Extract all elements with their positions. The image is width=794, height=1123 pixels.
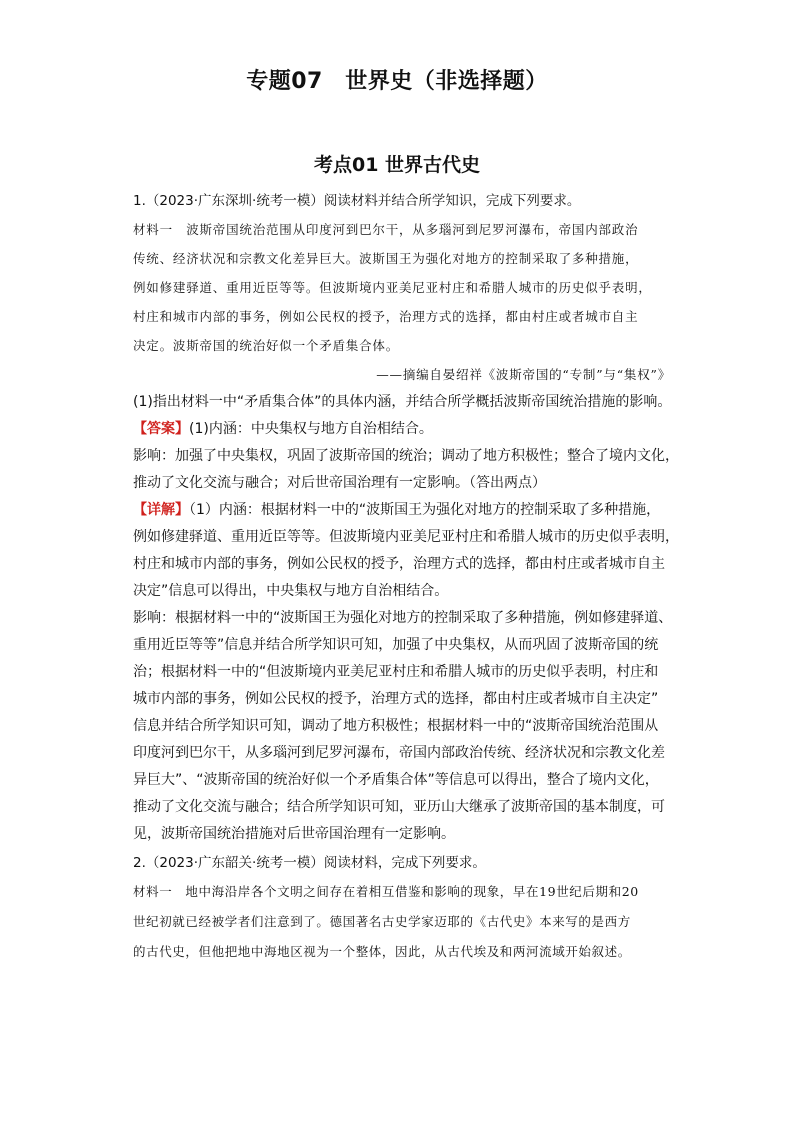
detail-line	[133, 497, 673, 524]
detail-line: 信息并结合所学知识可知，调动了地方积极性；根据材料一中的“波斯帝国统治范围从	[133, 718, 659, 734]
answer-line	[133, 416, 673, 443]
material-line: 的古代史，但他把地中海地区视为一个整体，因此，从古代埃及和两河流域开始叙述。	[133, 944, 631, 959]
page-title: 专题07 世界史（非选择题）	[246, 69, 548, 94]
detail-line: 见，波斯帝国统治措施对后世帝国治理有一定影响。	[133, 826, 455, 842]
material-citation: ——摘编自晏绍祥《波斯帝国的“专制”与“集权”》	[376, 367, 671, 382]
question-1-stem: 1.（2023·广东深圳·统考一模）阅读材料并结合所学知识，完成下列要求。	[133, 193, 581, 209]
detail-line: 推动了文化交流与融合；结合所学知识可知，亚历山大继承了波斯帝国的基本制度，可	[133, 799, 665, 815]
material-line: 材料一 波斯帝国统治范围从印度河到巴尔干，从多瑙河到尼罗河瀑布，帝国内部政治	[133, 222, 639, 237]
material-line: 例如修建驿道、重用近臣等等。但波斯境内亚美尼亚村庄和希腊人城市的历史似乎表明，	[133, 280, 652, 295]
detail-line: 印度河到巴尔干，从多瑙河到尼罗河瀑布，帝国内部政治传统、经济状况和宗教文化差	[133, 745, 665, 761]
section-subtitle: 考点01 世界古代史	[313, 154, 481, 176]
material-line: 材料一 地中海沿岸各个文明之间存在着相互借鉴和影响的现象，早在19世纪后期和20	[133, 884, 639, 899]
detail-tag: 【详解】	[133, 502, 189, 518]
detail-line: 例如修建驿道、重用近臣等等。但波斯境内亚美尼亚村庄和希腊人城市的历史似乎表明，	[133, 529, 679, 545]
answer-tag: 【答案】	[133, 421, 189, 437]
detail-line: 村庄和城市内部的事务，例如公民权的授予，治理方式的选择，都由村庄或者城市自主	[133, 556, 665, 572]
detail-line: 治；根据材料一中的“但波斯境内亚美尼亚村庄和希腊人城市的历史似乎表明，村庄和	[133, 664, 659, 680]
detail-line: 重用近臣等等”信息并结合所学知识可知，加强了中央集权，从而巩固了波斯帝国的统	[133, 637, 659, 653]
material-line: 传统、经济状况和宗教文化差异巨大。波斯国王为强化对地方的控制采取了多种措施，	[133, 251, 639, 266]
answer-line: 影响：加强了中央集权，巩固了波斯帝国的统治；调动了地方积极性；整合了境内文化，	[133, 448, 679, 464]
detail-line: 城市内部的事务，例如公民权的授予，治理方式的选择，都由村庄或者城市自主决定”	[133, 691, 659, 707]
question-1-part-1: (1)指出材料一中“矛盾集合体”的具体内涵，并结合所学概括波斯帝国统治措施的影响。	[133, 394, 672, 410]
material-line: 决定。波斯帝国的统治好似一个矛盾集合体。	[133, 338, 400, 353]
answer-text: (1)内涵：中央集权与地方自治相结合。	[189, 421, 433, 437]
detail-line: 决定”信息可以得出，中央集权与地方自治相结合。	[133, 583, 449, 599]
detail-text: （1）内涵：根据材料一中的“波斯国王为强化对地方的控制采取了多种措施，	[189, 502, 661, 518]
document-body	[133, 188, 679, 967]
material-line: 村庄和城市内部的事务，例如公民权的授予，治理方式的选择，都由村庄或者城市自主	[133, 309, 639, 324]
material-line: 世纪初就已经被学者们注意到了。德国著名古史学家迈耶的《古代史》本来写的是西方	[133, 914, 631, 929]
detail-line: 影响：根据材料一中的“波斯国王为强化对地方的控制采取了多种措施，例如修建驿道、	[133, 610, 673, 626]
detail-line: 异巨大”、“波斯帝国的统治好似一个矛盾集合体”等信息可以得出，整合了境内文化，	[133, 772, 659, 788]
answer-line: 推动了文化交流与融合；对后世帝国治理有一定影响。（答出两点）	[133, 475, 546, 491]
question-2-stem: 2.（2023·广东韶关·统考一模）阅读材料，完成下列要求。	[133, 855, 486, 871]
